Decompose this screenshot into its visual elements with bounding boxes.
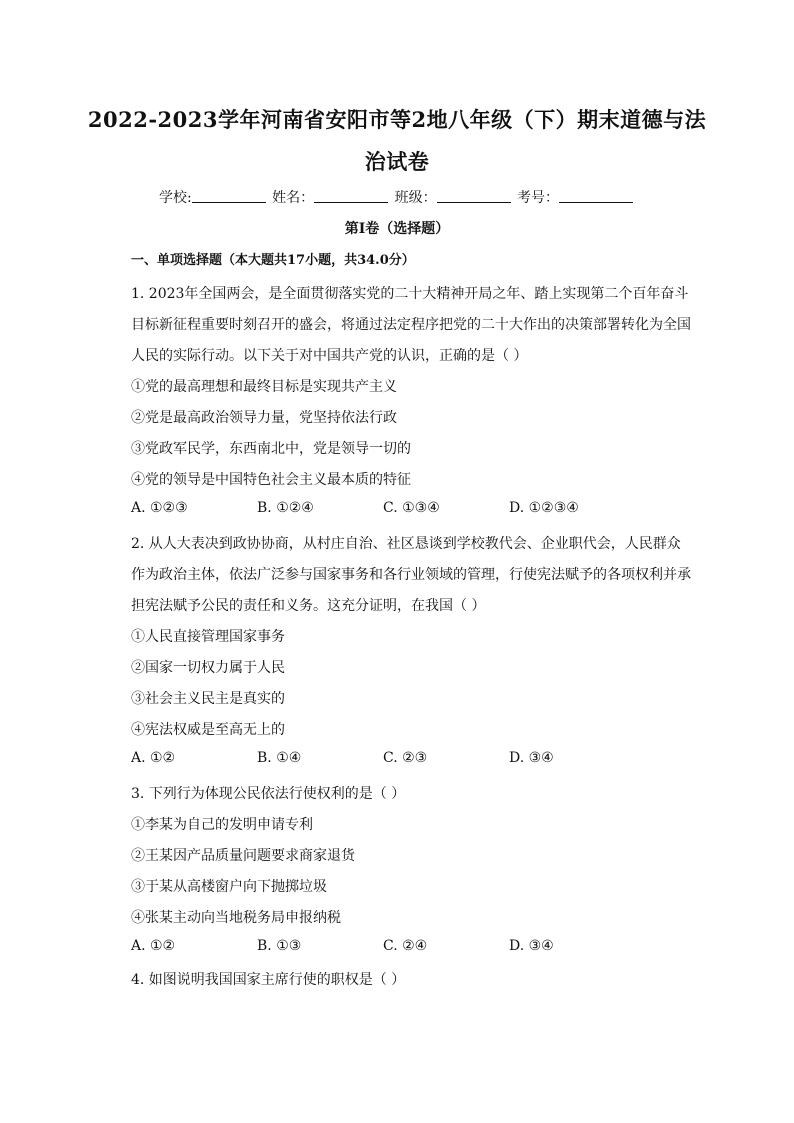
q2-item-3: ③社会主义民主是真实的 (131, 691, 285, 707)
school-label: 学校: (158, 190, 192, 206)
q1-item-2: ②党是最高政治领导力量，党坚持依法行政 (131, 410, 397, 426)
q2-option-b: B. ①④ (257, 750, 302, 766)
q3-option-a: A. ①② (131, 938, 176, 954)
q3-option-d: D. ③④ (509, 938, 554, 954)
q2-option-d: D. ③④ (509, 750, 554, 766)
q3-item-2: ②王某因产品质量问题要求商家退货 (131, 848, 355, 864)
q2-stem-line-1: 2. 从人大表决到政协协商，从村庄自治、社区恳谈到学校教代会、企业职代会，人民群众 (131, 536, 681, 552)
exam-number-label: 考号： (517, 190, 560, 206)
volume-heading: 第I卷（选择题） (344, 221, 450, 237)
class-blank (437, 190, 511, 203)
q3-item-4: ④张某主动向当地税务局申报纳税 (131, 910, 341, 926)
q1-item-3: ③党政军民学，东西南北中，党是领导一切的 (131, 441, 411, 457)
q1-item-1: ①党的最高理想和最终目标是实现共产主义 (131, 379, 397, 395)
q2-option-c: C. ②③ (383, 750, 428, 766)
q2-item-4: ④宪法权威是至高无上的 (131, 722, 285, 738)
school-blank (192, 190, 266, 203)
q1-options (131, 500, 635, 516)
q1-stem-line-3: 人民的实际行动。以下关于对中国共产党的认识，正确的是（ ） (131, 348, 528, 364)
q3-options (131, 938, 635, 954)
exam-number-blank (559, 190, 633, 203)
q3-option-b: B. ①③ (257, 938, 302, 954)
q1-option-b: B. ①②④ (257, 500, 314, 516)
class-label: 班级： (394, 190, 437, 206)
q3-item-3: ③于某从高楼窗户向下抛掷垃圾 (131, 879, 327, 895)
q2-stem-line-3: 担宪法赋予公民的责任和义务。这充分证明，在我国（ ） (131, 598, 486, 614)
q1-stem-line-2: 目标新征程重要时刻召开的盛会，将通过法定程序把党的二十大作出的决策部署转化为全国 (131, 317, 691, 333)
section-heading: 一、单项选择题（本大题共17小题，共34.0分） (131, 253, 415, 268)
q1-stem-line-1: 1. 2023年全国两会，是全面贯彻落实党的二十大精神开局之年、踏上实现第二个百年奋斗 (131, 286, 689, 302)
name-blank (314, 190, 388, 203)
q4-stem-line-1: 4. 如图说明我国国家主席行使的职权是（ ） (131, 972, 406, 988)
exam-title-line-2: 治试卷 (364, 149, 430, 174)
q3-option-c: C. ②④ (383, 938, 428, 954)
exam-title-line-1: 2022-2023学年河南省安阳市等2地八年级（下）期末道德与法 (87, 107, 707, 132)
student-info-row (0, 187, 794, 207)
q2-item-1: ①人民直接管理国家事务 (131, 629, 285, 645)
q1-option-c: C. ①③④ (383, 500, 440, 516)
q3-stem-line-1: 3. 下列行为体现公民依法行使权利的是（ ） (131, 786, 406, 802)
q1-option-d: D. ①②③④ (509, 500, 579, 516)
q1-item-4: ④党的领导是中国特色社会主义最本质的特征 (131, 472, 411, 488)
name-label: 姓名： (272, 190, 315, 206)
q2-item-2: ②国家一切权力属于人民 (131, 660, 285, 676)
q3-item-1: ①李某为自己的发明申请专利 (131, 817, 313, 833)
q2-stem-line-2: 作为政治主体，依法广泛参与国家事务和各行业领域的管理，行使宪法赋予的各项权利并承 (131, 567, 691, 583)
q2-options (131, 750, 635, 766)
q1-option-a: A. ①②③ (131, 500, 188, 516)
q2-option-a: A. ①② (131, 750, 176, 766)
